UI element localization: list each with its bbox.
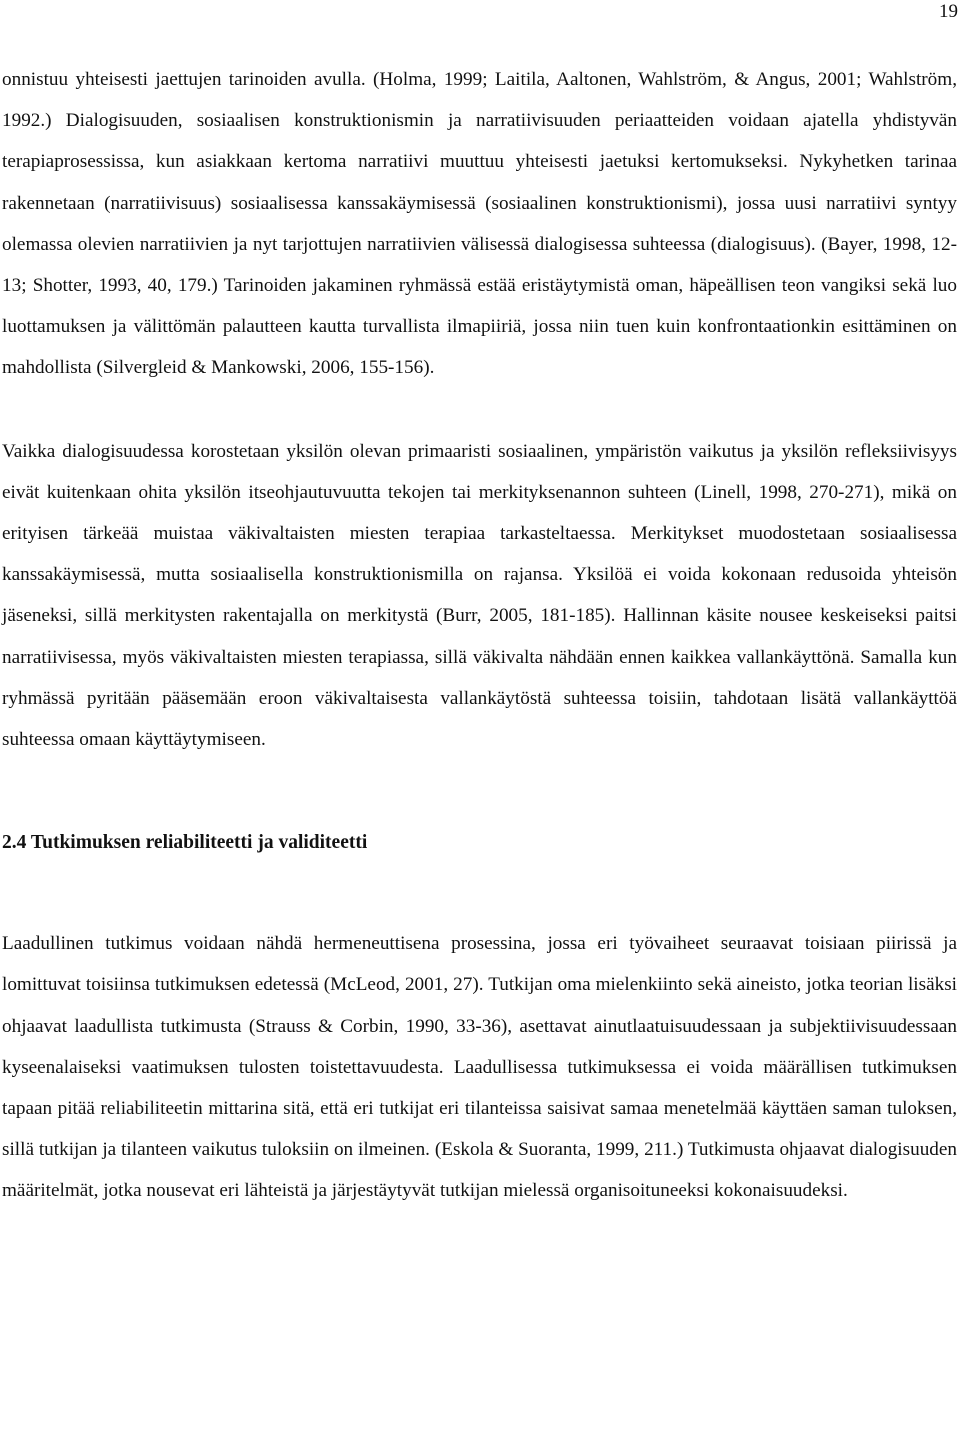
page-number: 19: [939, 1, 958, 22]
body-paragraph-2: Vaikka dialogisuudessa korostetaan yksilön olevan primaaristi sosiaalinen, ympäristön vaikutus ja yksilön refleksiivisyys eivät kuitenkaan ohita yksilön itseohjautuvuutta tekojen tai merkityksenannon suhteen (Linell, 1998, 270-271), mikä on erityisen tärkeää muistaa väkivaltaisten miesten terapiaa tarkasteltaessa. Merkitykset muodostetaan sosiaalisessa kanssakäymisessä, mutta sosiaalisella konstruktionismilla on rajansa. Yksilöä ei voida kokonaan redusoida yhteisön jäseneksi, sillä merkitysten rakentajalla on merkitystä (Burr, 2005, 181-185). Hallinnan käsite nousee keskeiseksi paitsi narratiivisessa, myös väkivaltaisten miesten terapiassa, sillä väkivalta nähdään ennen kaikkea vallankäyttönä. Samalla kun ryhmässä pyritään pääsemään eroon väkivaltaisesta vallankäytöstä suhteessa toisiin, tahdotaan lisätä vallankäyttöä suhteessa omaan käyttäytymiseen.: [2, 440, 957, 751]
heading-spacer: [2, 863, 957, 923]
section-paragraph: Laadullinen tutkimus voidaan nähdä hermeneuttisena prosessina, jossa eri työvaiheet seuraavat toisiaan piirissä ja lomittuvat toisiinsa tutkimuksen edetessä (McLeod, 2001, 27). Tutkijan oma mielenkiinto sekä aineisto, jotka teorian lisäksi ohjaavat laadullista tutkimusta (Strauss & Corbin, 1990, 33-36), asettavat ainutlaatuisuudessaan ja subjektiivisuudessaan kyseenalaiseksi vaatimuksen tulosten toistettavuudesta. Laadullisessa tutkimuksessa ei voida määrällisen tutkimuksen tapaan pitää reliabiliteetin mittarina sitä, että eri tutkijat eri tilanteissa saisivat samaa menetelmää käyttäen saman tuloksen, sillä tutkijan ja tilanteen vaikutus tuloksiin on ilmeinen. (Eskola & Suoranta, 1999, 211.) Tutkimusta ohjaavat dialogisuuden määritelmät, jotka nousevat eri lähteistä ja järjestäytyvät tutkijan mielessä organisoituneeksi kokonaisuudeksi.: [2, 933, 957, 1202]
section-heading: 2.4 Tutkimuksen reliabiliteetti ja validiteetti: [2, 832, 368, 854]
paragraph-spacer: [2, 389, 957, 431]
body-paragraph-1: onnistuu yhteisesti jaettujen tarinoiden avulla. (Holma, 1999; Laitila, Aaltonen, Wahlström, & Angus, 2001; Wahlström, 1992.) Dialogisuuden, sosiaalisen konstruktionismin ja narratiivisuuden periaatteiden voidaan ajatella yhdistyvän terapiaprosessissa, kun asiakkaan kertoma narratiivi muuttuu yhteisesti jaetuksi kertomukseksi. Nykyhetken tarinaa rakennetaan (narratiivisuus) sosiaalisessa kanssakäymisessä (sosiaalinen konstruktionismi), jossa uusi narratiivi syntyy olemassa olevien narratiivien ja nyt tarjottujen narratiivien välisessä dialogisessa suhteessa (dialogisuus). (Bayer, 1998, 12-13; Shotter, 1993, 40, 179.) Tarinoiden jakaminen ryhmässä estää eristäytymistä oman, häpeällisen teon vangiksi sekä luo luottamuksen ja välittömän palautteen kautta turvallista ilmapiiriä, jossa niin tuen kuin konfrontaationkin esittäminen on mahdollista (Silvergleid & Mankowski, 2006, 155-156).: [2, 69, 957, 379]
section-spacer: [2, 760, 957, 822]
page-body: [2, 59, 957, 1212]
